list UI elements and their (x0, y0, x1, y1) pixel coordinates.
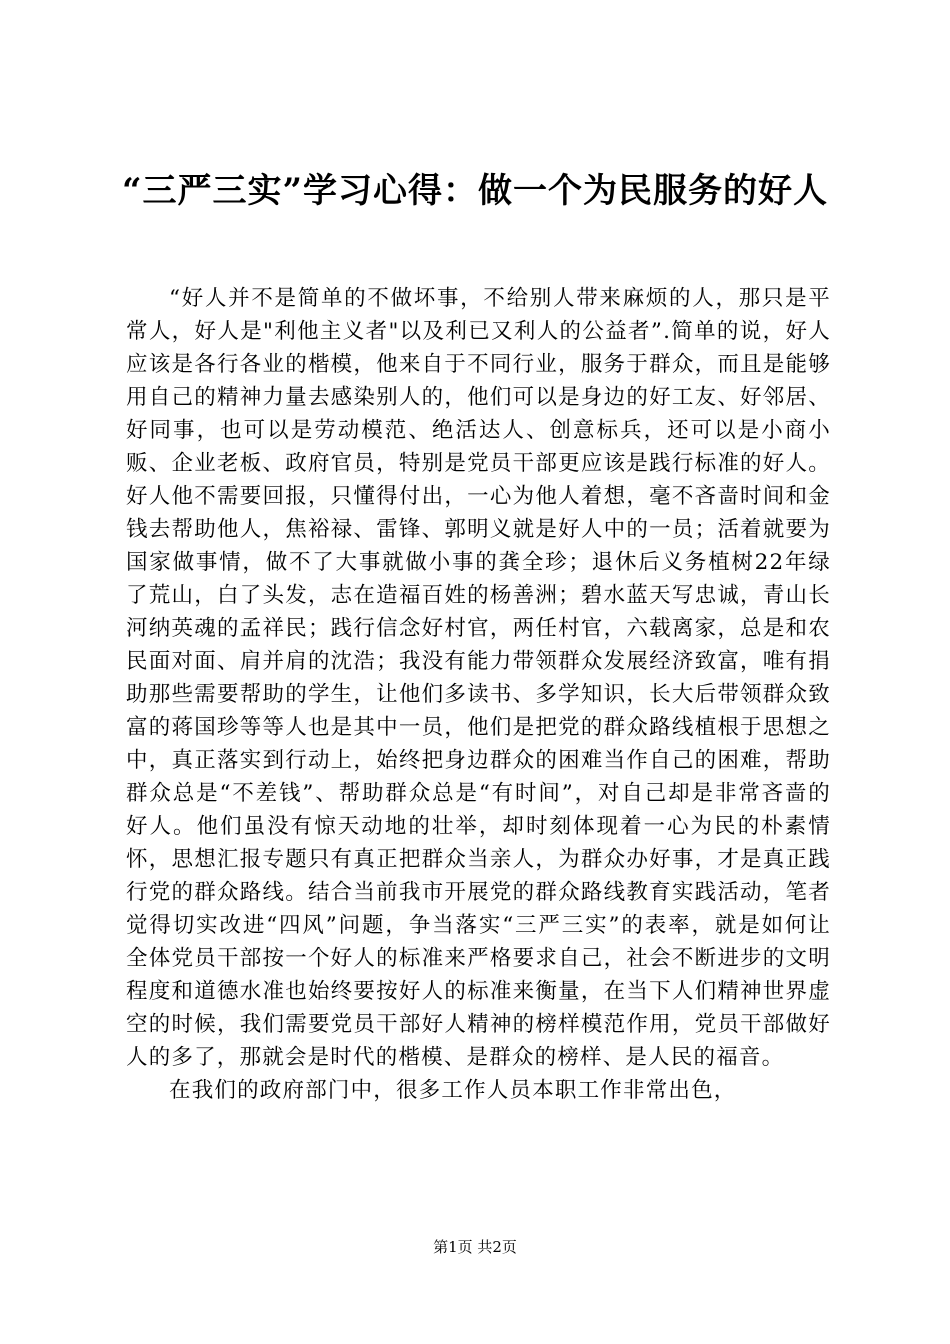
paragraph-2: 在我们的政府部门中，很多工作人员本职工作非常出色， (169, 1078, 737, 1103)
document-body (126, 282, 831, 1107)
paragraph-1: “好人并不是简单的不做坏事，不给别人带来麻烦的人，那只是平常人，好人是"利他主义者"以及利已又利人的公益者”.简单的说，好人应该是各行各业的楷模，他来自于不同行业，服务于群众，而且是能够用自己的精神力量去感染别人的，他们可以是身边的好工友、好邻居、好同事，也可以是劳动模范、绝活达人、创意标兵，还可以是小商小贩、企业老板、政府官员，特别是党员干部更应该是践行标准的好人。好人他不需要回报，只懂得付出，一心为他人着想，毫不吝啬时间和金钱去帮助他人，焦裕禄、雷锋、郭明义就是好人中的一员；活着就要为国家做事情，做不了大事就做小事的龚全珍；退休后义务植树22年绿了荒山，白了头发，志在造福百姓的杨善洲；碧水蓝天写忠诚，青山长河纳英魂的孟祥民；践行信念好村官，两任村官，六载离家，总是和农民面对面、肩并肩的沈浩；我没有能力带领群众发展经济致富，唯有捐助那些需要帮助的学生，让他们多读书、多学知识，长大后带领群众致富的蒋国珍等等人也是其中一员，他们是把党的群众路线植根于思想之中，真正落实到行动上，始终把身边群众的困难当作自己的困难，帮助群众总是“不差钱”、帮助群众总是“有时间”，对自己却是非常吝啬的好人。他们虽没有惊天动地的壮举，却时刻体现着一心为民的朴素情怀，思想汇报专题只有真正把群众当亲人，为群众办好事，才是真正践行党的群众路线。结合当前我市开展党的群众路线教育实践活动，笔者觉得切实改进“四风”问题，争当落实“三严三实”的表率，就是如何让全体党员干部按一个好人的标准来严格要求自己，社会不断进步的文明程度和道德水准也始终要按好人的标准来衡量，在当下人们精神世界虚空的时候，我们需要党员干部好人精神的榜样模范作用，党员干部做好人的多了，那就会是时代的楷模、是群众的榜样、是人民的福音。 (126, 286, 831, 1070)
page-footer: 第1页 共2页 (433, 1238, 517, 1256)
document-title: “三严三实”学习心得：做一个为民服务的好人 (121, 171, 829, 211)
